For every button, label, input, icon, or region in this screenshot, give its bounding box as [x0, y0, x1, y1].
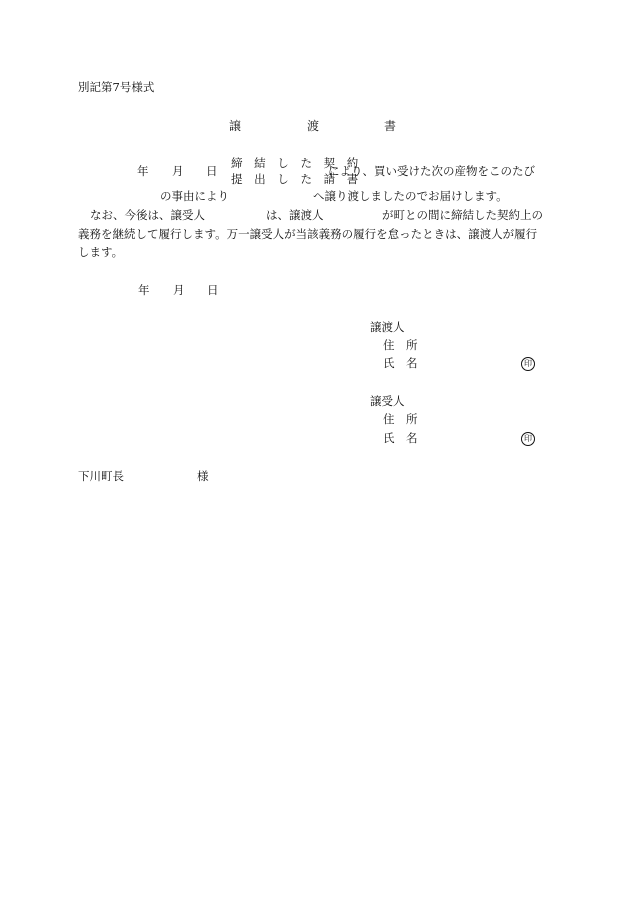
line1-year: 年 — [137, 164, 149, 178]
addressee-office: 下川町長 — [78, 469, 124, 483]
transferee-label: 譲受人 — [370, 394, 405, 408]
transferor-name-label: 氏 名 — [383, 356, 418, 370]
form-label: 別記第7号様式 — [78, 80, 155, 94]
stack-option-contract: 締 結 し た 契 約 — [231, 156, 363, 170]
line2-transfer: へ譲り渡しましたのでお届けします。 — [313, 189, 508, 203]
para-line-2: 義務を継続して履行します。万一譲受人が当該義務の履行を怠ったときは、譲渡人が履行 — [78, 227, 538, 241]
para-part-2: は、譲渡人 — [266, 208, 324, 222]
title-char-3: 書 — [384, 119, 397, 133]
title-char-1: 譲 — [229, 119, 242, 133]
transferor-address-label: 住 所 — [383, 338, 418, 352]
transferor-seal-mark: 印 — [521, 357, 535, 371]
title-char-2: 渡 — [307, 119, 320, 133]
line1-tail: により、買い受けた次の産物をこのたび — [328, 164, 535, 178]
line1-month: 月 — [172, 164, 184, 178]
transferee-seal-mark: 印 — [521, 432, 535, 446]
line1-day: 日 — [206, 164, 218, 178]
date-year: 年 — [138, 283, 150, 297]
para-line-3: します。 — [78, 245, 124, 259]
date-day: 日 — [207, 283, 219, 297]
transferee-name-label: 氏 名 — [383, 431, 418, 445]
stack-option-pledge: 提 出 し た 請 書 — [231, 172, 363, 186]
line2-reason: の事由により — [160, 189, 229, 203]
para-part-1: なお、今後は、譲受人 — [90, 208, 205, 222]
transferor-label: 譲渡人 — [370, 320, 405, 334]
date-month: 月 — [173, 283, 185, 297]
para-part-3: が町との間に締結した契約上の — [382, 208, 543, 222]
addressee-honorific: 様 — [197, 469, 209, 483]
transferee-address-label: 住 所 — [383, 412, 418, 426]
